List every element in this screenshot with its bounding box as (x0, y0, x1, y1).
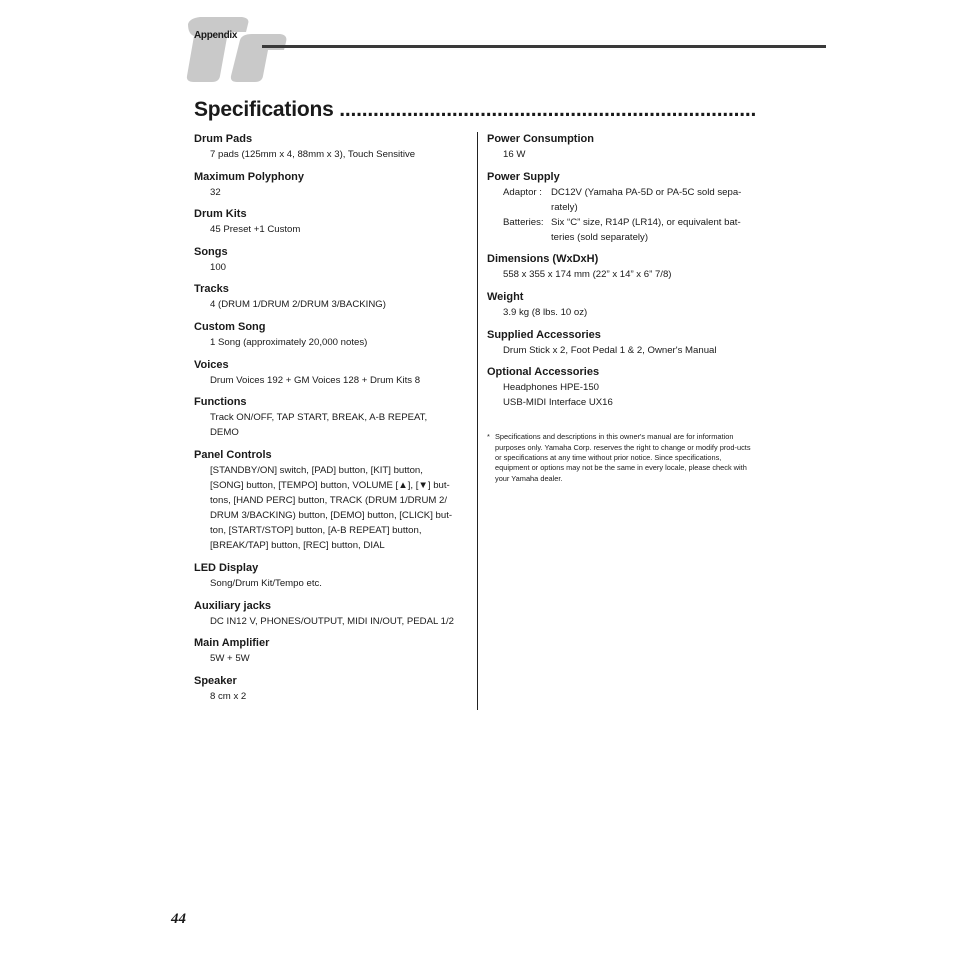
spec-supplied-accessories (487, 328, 755, 358)
spec-block (194, 448, 470, 554)
right-spec-column (487, 132, 755, 484)
spec-label: Functions (194, 396, 247, 409)
spec-block (194, 636, 470, 666)
spec-value: ton, [START/STOP] button, [A-B REPEAT] button, (210, 525, 422, 537)
footnote (487, 432, 755, 483)
spec-value: [SONG] button, [TEMPO] button, VOLUME [▲], [▼] but- (210, 479, 450, 491)
appendix-logo-icon (180, 14, 290, 93)
spec-value: DRUM 3/BACKING) button, [DEMO] button, [CLICK] but- (210, 510, 453, 522)
spec-value: 1 Song (approximately 20,000 notes) (210, 336, 368, 348)
spec-block (194, 282, 470, 312)
spec-label: Maximum Polyphony (194, 170, 305, 183)
spec-block (194, 245, 470, 275)
spec-block (194, 358, 470, 388)
section-label: Appendix (194, 30, 238, 41)
spec-value: 4 (DRUM 1/DRUM 2/DRUM 3/BACKING) (210, 299, 386, 311)
spec-value: 16 W (503, 149, 526, 160)
spec-label: Optional Accessories (487, 366, 600, 379)
batteries-key: Batteries: (503, 216, 544, 228)
spec-block (194, 395, 470, 440)
column-divider (477, 132, 478, 710)
spec-value: 3.9 kg (8 lbs. 10 oz) (503, 307, 588, 319)
spec-label: Power Consumption (487, 133, 594, 145)
spec-dimensions (487, 252, 755, 282)
spec-label: Weight (487, 291, 524, 304)
spec-value: USB-MIDI Interface UX16 (503, 397, 613, 409)
spec-block (194, 599, 470, 629)
spec-weight (487, 290, 755, 320)
spec-block (194, 320, 470, 350)
adaptor-value: DC12V (Yamaha PA-5D or PA-5C sold sepa-rately) (551, 186, 742, 213)
spec-label: Tracks (194, 283, 229, 296)
spec-value: Headphones HPE-150 (503, 382, 600, 394)
header-rule (262, 45, 826, 48)
spec-value: [BREAK/TAP] button, [REC] button, DIAL (210, 540, 385, 552)
spec-value: 7 pads (125mm x 4, 88mm x 3), Touch Sensitive (210, 149, 416, 160)
page-title: Specifications .......................................................................... (194, 98, 757, 121)
spec-label: Dimensions (WxDxH) (487, 253, 599, 266)
spec-label: LED Display (194, 561, 259, 574)
footnote-text: Specifications and descriptions in this owner's manual are for information purposes only. Yamaha Corp. reserves the right to change or modify prod-ucts or specifications at any time without prior notice. Since specifications, equipment or options may not be the same in every locale, please check with your Yamaha dealer. (495, 432, 751, 483)
spec-label: Custom Song (194, 320, 266, 333)
spec-value: Song/Drum Kit/Tempo etc. (210, 577, 322, 589)
spec-value: 45 Preset +1 Custom (210, 224, 301, 236)
spec-value: 100 (210, 261, 227, 273)
spec-label: Power Supply (487, 170, 560, 183)
spec-label: Drum Kits (194, 208, 247, 221)
spec-power-consumption (487, 132, 755, 162)
adaptor-key: Adaptor : (503, 186, 542, 198)
spec-value: DEMO (210, 427, 239, 439)
spec-label: Panel Controls (194, 448, 272, 461)
spec-value: DC IN12 V, PHONES/OUTPUT, MIDI IN/OUT, PEDAL 1/2 (210, 615, 454, 627)
spec-value: Track ON/OFF, TAP START, BREAK, A-B REPEAT, (210, 412, 428, 424)
spec-value: tons, [HAND PERC] button, TRACK (DRUM 1/DRUM 2/ (210, 495, 448, 507)
power-supply-adaptor (487, 185, 755, 215)
footnote-mark: * (487, 432, 490, 442)
spec-block (194, 674, 470, 704)
spec-block (194, 561, 470, 591)
spec-value: Drum Voices 192 + GM Voices 128 + Drum Kits 8 (210, 374, 421, 386)
spec-label: Supplied Accessories (487, 328, 601, 341)
page-number: 44 (171, 911, 186, 927)
left-spec-column (194, 132, 470, 711)
spec-value: Drum Stick x 2, Foot Pedal 1 & 2, Owner's Manual (503, 344, 717, 356)
spec-power-supply (487, 170, 755, 245)
spec-value: [STANDBY/ON] switch, [PAD] button, [KIT] button, (210, 464, 423, 476)
spec-block (194, 132, 470, 162)
spec-value: 5W + 5W (210, 653, 250, 665)
spec-label: Drum Pads (194, 133, 253, 145)
spec-label: Auxiliary jacks (194, 599, 272, 612)
spec-label: Speaker (194, 674, 237, 687)
spec-optional-accessories (487, 365, 755, 410)
batteries-value: Six “C” size, R14P (LR14), or equivalent bat-teries (sold separately) (551, 216, 741, 243)
spec-value: 558 x 355 x 174 mm (22” x 14” x 6” 7/8) (503, 269, 672, 281)
power-supply-batteries (487, 215, 755, 245)
spec-label: Songs (194, 245, 228, 258)
spec-value: 8 cm x 2 (210, 690, 247, 702)
spec-value: 32 (210, 186, 221, 198)
spec-label: Main Amplifier (194, 637, 270, 650)
spec-label: Voices (194, 358, 229, 371)
spec-block (194, 170, 470, 200)
spec-block (194, 207, 470, 237)
